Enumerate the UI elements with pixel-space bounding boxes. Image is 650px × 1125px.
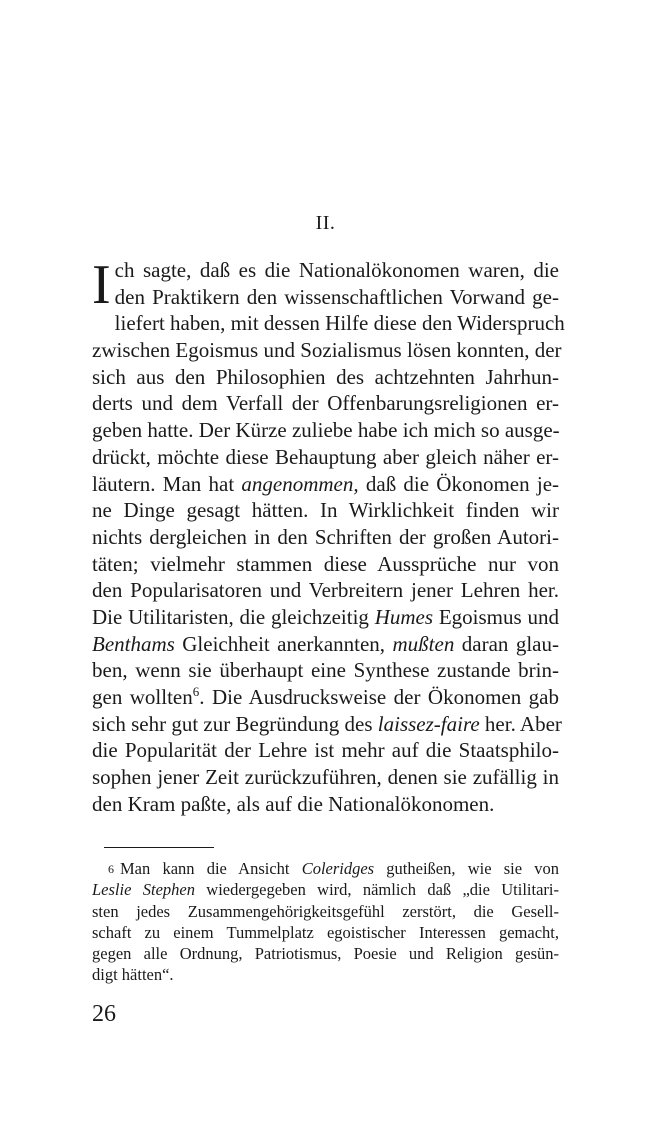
body-line <box>92 364 559 391</box>
text-run: drückt, möchte diese Behauptung aber gleich näher er- <box>92 444 559 469</box>
page-number: 26 <box>92 1001 116 1027</box>
text-run: liefert haben, mit dessen Hilfe diese den Widerspruch <box>114 311 565 336</box>
text-run: sich aus den Philosophien des achtzehnten Jahrhun- <box>92 364 559 389</box>
body-line <box>92 337 562 364</box>
footnote-line <box>92 901 559 922</box>
text-run: geben hatte. Der Kürze zuliebe habe ich mich so ausge- <box>92 418 560 443</box>
body-line <box>92 257 559 284</box>
footnote-divider <box>104 847 214 848</box>
text-run: . Die Ausdrucksweise der Ökonomen gab <box>199 685 559 709</box>
text-run: die Popularität der Lehre ist mehr auf die Staatsphilo- <box>92 738 559 763</box>
body-line <box>92 737 559 764</box>
body-line <box>92 791 559 818</box>
text-run: läutern. Man hat <box>92 471 242 496</box>
drop-cap: I <box>92 254 111 316</box>
footnote-line <box>92 922 559 943</box>
body-line <box>92 551 559 578</box>
text-run: derts und dem Verfall der Offenbarungsreligionen er- <box>92 391 559 416</box>
footnote-number: 6 <box>108 862 114 876</box>
emphasis-text: angenommen, <box>241 471 359 496</box>
text-run: Egoismus und <box>433 604 559 629</box>
text-run: gegen alle Ordnung, Patriotismus, Poesie und Religion gesün- <box>92 944 559 964</box>
body-line <box>92 390 559 417</box>
body-line <box>92 471 559 498</box>
footnote-lines <box>92 858 559 986</box>
text-run: Gleichheit anerkannten, <box>174 631 393 656</box>
body-line <box>92 310 565 337</box>
body-line <box>92 684 559 711</box>
body-line <box>92 284 559 311</box>
body-line <box>92 764 559 791</box>
emphasis-text: Humes <box>374 604 434 629</box>
emphasis-text: Leslie Stephen <box>92 880 195 900</box>
text-run: ne Dinge gesagt hätten. In Wirklichkeit finden wir <box>92 498 559 523</box>
text-run: Die Utilitaristen, die gleichzeitig <box>92 604 375 629</box>
text-run: wiedergegeben wird, nämlich daß „die Utilitari- <box>194 880 559 900</box>
body-line <box>92 577 559 604</box>
text-run: sich sehr gut zur Begründung des <box>92 711 378 736</box>
text-run: den Praktikern den wissenschaftlichen Vorwand ge- <box>114 284 559 309</box>
emphasis-text: Coleridges <box>301 859 375 878</box>
body-line <box>92 524 559 551</box>
text-run: daß die Ökonomen je- <box>358 471 560 496</box>
body-line <box>92 711 562 738</box>
body-text <box>92 254 565 817</box>
footnote-line <box>92 964 559 985</box>
text-run: sophen jener Zeit zurückzuführen, denen sie zufällig in <box>92 765 559 790</box>
body-line <box>92 657 559 684</box>
body-lines <box>92 254 565 817</box>
text-run: daran glau- <box>454 631 559 656</box>
text-run: ch sagte, daß es die Nationalökonomen waren, die <box>114 258 559 282</box>
text-run: den Popularisatoren und Verbreitern jener Lehren her. <box>92 578 559 603</box>
text-run: gen wollten <box>92 685 193 709</box>
emphasis-text: laissez-faire <box>377 711 480 736</box>
text-run: nichts dergleichen in den Schriften der großen Autori- <box>92 524 559 549</box>
text-run: täten; vielmehr stammen diese Aussprüche nur von <box>92 551 559 576</box>
text-run: Man kann die Ansicht <box>120 859 302 878</box>
body-line <box>92 444 559 471</box>
text-run: her. Aber <box>479 711 562 736</box>
footnote-reference: 6 <box>192 684 200 699</box>
footnote-line <box>92 858 559 879</box>
body-line <box>92 417 559 444</box>
footnote-line <box>92 943 559 964</box>
footnote <box>92 858 559 986</box>
emphasis-text: Benthams <box>92 631 175 656</box>
text-run: digt hätten“. <box>92 965 174 985</box>
text-run: gutheißen, wie sie von <box>374 859 559 878</box>
text-run: den Kram paßte, als auf die Nationalökonomen. <box>92 791 495 816</box>
section-heading: II. <box>315 212 336 234</box>
book-page <box>92 0 565 1125</box>
text-run: sten jedes Zusammengehörigkeitsgefühl zerstört, die Gesell- <box>92 901 559 921</box>
text-run: ben, wenn sie überhaupt eine Synthese zustande brin- <box>92 658 559 683</box>
text-run: schaft zu einem Tummelplatz egoistischer Interessen gemacht, <box>92 922 559 942</box>
body-line <box>92 497 559 524</box>
body-line <box>92 631 559 658</box>
body-line <box>92 604 559 631</box>
text-run: zwischen Egoismus und Sozialismus lösen konnten, der <box>92 338 562 363</box>
emphasis-text: mußten <box>392 631 455 656</box>
footnote-line <box>92 879 559 900</box>
